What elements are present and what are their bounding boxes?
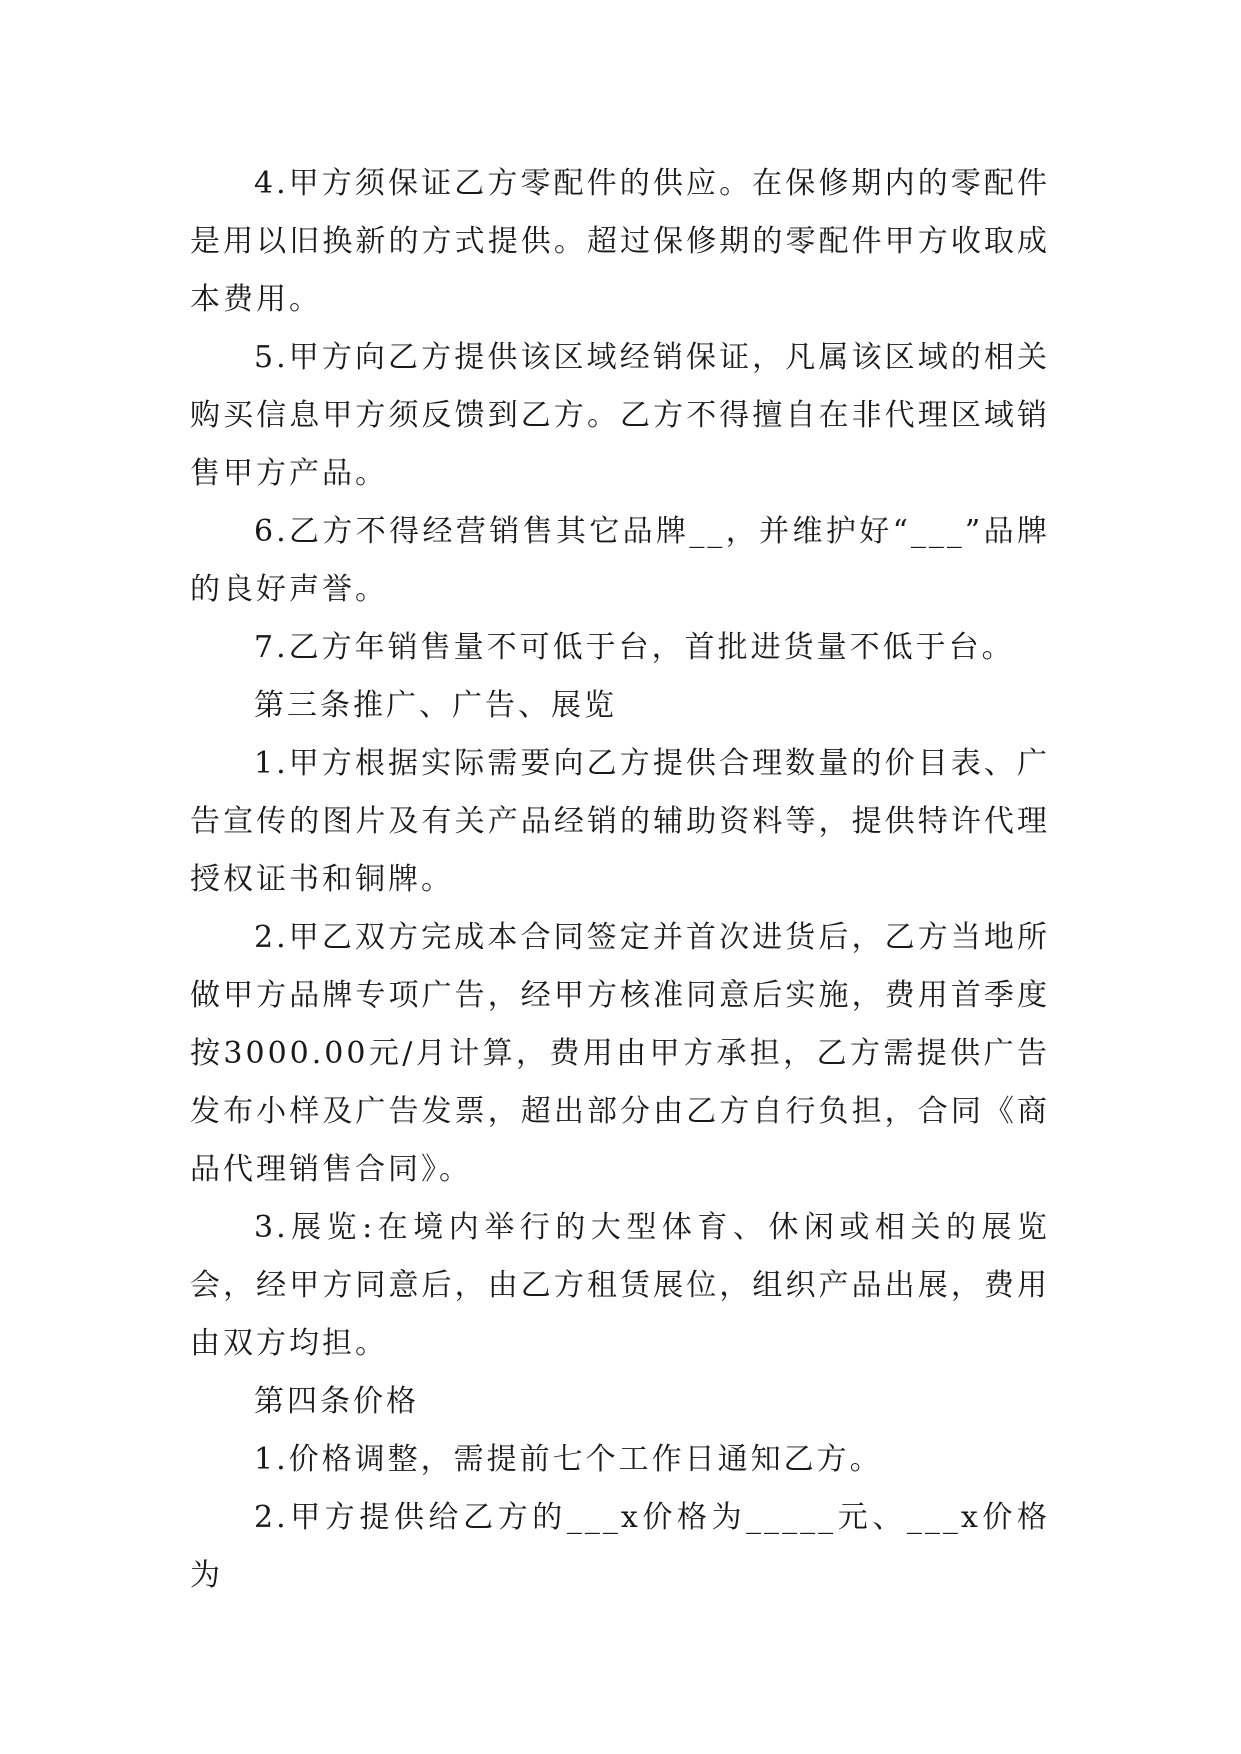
article-3-item-1: 1.甲方根据实际需要向乙方提供合理数量的价目表、广告宣传的图片及有关产品经销的辅助资料等，提供特许代理授权证书和铜牌。 <box>190 746 1050 897</box>
article-4-heading: 第四条价格 <box>254 1384 419 1419</box>
clause-7-sales-volume: 7.乙方年销售量不可低于台，首批进货量不低于台。 <box>254 630 1015 665</box>
article-3-item-2: 2.甲乙双方完成本合同签定并首次进货后，乙方当地所做甲方品牌专项广告，经甲方核准同意后实施，费用首季度按3000.00元/月计算，费用由甲方承担，乙方需提供广告发布小样及广告发票，超出部分由乙方自行负担，合同《商品代理销售合同》。 <box>190 920 1050 1187</box>
article-4-item-2: 2.甲方提供给乙方的___x价格为_____元、___x价格为 <box>190 1500 1050 1593</box>
clause-4-spare-parts: 4.甲方须保证乙方零配件的供应。在保修期内的零配件是用以旧换新的方式提供。超过保修期的零配件甲方收取成本费用。 <box>190 166 1050 317</box>
article-4-item-1: 1.价格调整，需提前七个工作日通知乙方。 <box>254 1442 883 1477</box>
document-body <box>190 155 1050 1605</box>
article-3-heading: 第三条推广、广告、展览 <box>254 688 617 723</box>
article-3-item-3: 3.展览:在境内举行的大型体育、休闲或相关的展览会，经甲方同意后，由乙方租赁展位，组织产品出展，费用由双方均担。 <box>190 1210 1050 1361</box>
clause-5-regional-guarantee: 5.甲方向乙方提供该区域经销保证，凡属该区域的相关购买信息甲方须反馈到乙方。乙方不得擅自在非代理区域销售甲方产品。 <box>190 340 1050 491</box>
clause-6-brand-exclusivity: 6.乙方不得经营销售其它品牌__，并维护好“___”品牌的良好声誉。 <box>190 514 1050 607</box>
